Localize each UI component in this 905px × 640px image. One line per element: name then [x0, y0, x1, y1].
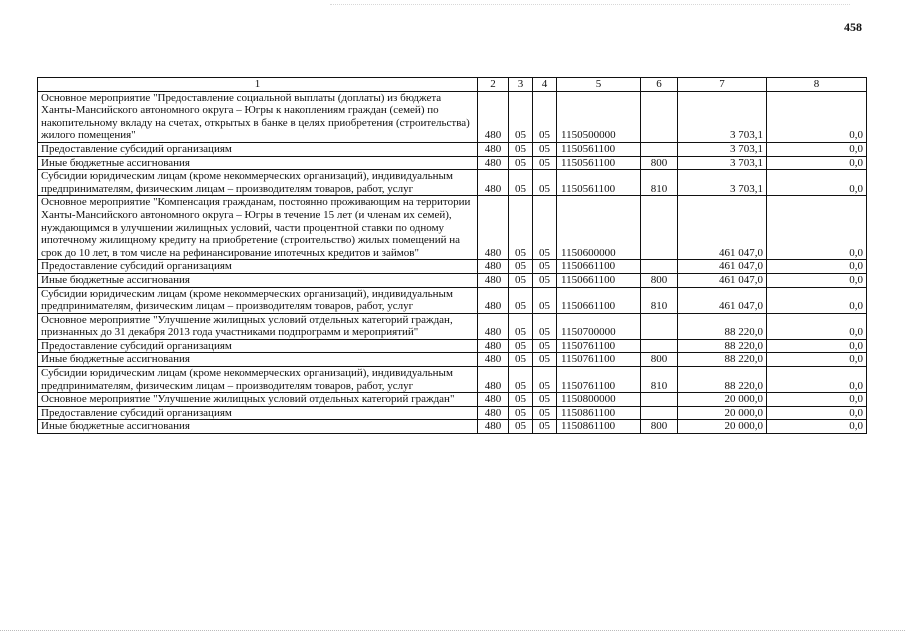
column-number-header: 8 — [767, 78, 867, 92]
cell-target-article: 1150561100 — [557, 156, 641, 170]
column-number-header: 7 — [678, 78, 767, 92]
cell-section: 05 — [509, 393, 533, 407]
table-row — [38, 273, 867, 287]
cell-target-article: 1150861100 — [557, 420, 641, 434]
table-row — [38, 420, 867, 434]
cell-expense-type: 810 — [641, 367, 678, 393]
cell-admin-code: 480 — [478, 156, 509, 170]
cell-section: 05 — [509, 273, 533, 287]
cell-section: 05 — [509, 142, 533, 156]
cell-target-article: 1150761100 — [557, 367, 641, 393]
cell-admin-code: 480 — [478, 287, 509, 313]
cell-description: Иные бюджетные ассигнования — [38, 156, 478, 170]
cell-subsection: 05 — [533, 170, 557, 196]
cell-amount-2: 0,0 — [767, 196, 867, 260]
cell-amount: 88 220,0 — [678, 339, 767, 353]
table-row — [38, 142, 867, 156]
cell-expense-type — [641, 406, 678, 420]
cell-amount-2: 0,0 — [767, 313, 867, 339]
cell-subsection: 05 — [533, 353, 557, 367]
cell-amount: 88 220,0 — [678, 313, 767, 339]
column-number-header: 3 — [509, 78, 533, 92]
cell-subsection: 05 — [533, 393, 557, 407]
table-row — [38, 260, 867, 274]
cell-amount-2: 0,0 — [767, 273, 867, 287]
cell-target-article: 1150761100 — [557, 353, 641, 367]
column-number-header: 5 — [557, 78, 641, 92]
cell-amount-2: 0,0 — [767, 406, 867, 420]
cell-expense-type: 810 — [641, 170, 678, 196]
cell-admin-code: 480 — [478, 339, 509, 353]
cell-section: 05 — [509, 287, 533, 313]
table-row — [38, 406, 867, 420]
cell-expense-type — [641, 91, 678, 142]
cell-description: Иные бюджетные ассигнования — [38, 353, 478, 367]
cell-target-article: 1150700000 — [557, 313, 641, 339]
cell-amount: 3 703,1 — [678, 91, 767, 142]
cell-description: Предоставление субсидий организациям — [38, 406, 478, 420]
cell-section: 05 — [509, 339, 533, 353]
cell-amount-2: 0,0 — [767, 142, 867, 156]
cell-description: Основное мероприятие "Предоставление социальной выплаты (доплаты) из бюджета Ханты-Мансийского автономного округа – Югры к накоплениям граждан (семей) по накопительному вкладу на счетах, открытых в банке в целях приобретения (строительства) жилого помещения" — [38, 91, 478, 142]
cell-subsection: 05 — [533, 273, 557, 287]
cell-admin-code: 480 — [478, 353, 509, 367]
cell-section: 05 — [509, 353, 533, 367]
cell-section: 05 — [509, 406, 533, 420]
cell-amount: 461 047,0 — [678, 273, 767, 287]
cell-description: Основное мероприятие "Компенсация гражданам, постоянно проживающим на территории Ханты-Мансийского автономного округа – Югры в течение 15 лет (и членам их семей), нуждающимся в улучшении жилищных условий, части процентной ставки по одному ипотечному жилищному кредиту на приобретение (строительство) жилых помещений на срок до 10 лет, в том числе на рефинансирование ипотечных кредитов и займов" — [38, 196, 478, 260]
cell-amount: 88 220,0 — [678, 353, 767, 367]
cell-amount: 3 703,1 — [678, 142, 767, 156]
cell-expense-type: 800 — [641, 273, 678, 287]
scan-artifact-top — [330, 4, 850, 5]
cell-description: Предоставление субсидий организациям — [38, 142, 478, 156]
cell-expense-type — [641, 196, 678, 260]
cell-description: Основное мероприятие "Улучшение жилищных условий отдельных категорий граждан, признанных до 31 декабря 2013 года участниками подпрограмм и мероприятий" — [38, 313, 478, 339]
cell-target-article: 1150800000 — [557, 393, 641, 407]
cell-amount-2: 0,0 — [767, 156, 867, 170]
cell-subsection: 05 — [533, 313, 557, 339]
cell-subsection: 05 — [533, 196, 557, 260]
cell-subsection: 05 — [533, 287, 557, 313]
cell-amount: 20 000,0 — [678, 406, 767, 420]
table-row — [38, 313, 867, 339]
cell-subsection: 05 — [533, 339, 557, 353]
cell-subsection: 05 — [533, 91, 557, 142]
cell-target-article: 1150561100 — [557, 142, 641, 156]
cell-description: Субсидии юридическим лицам (кроме некоммерческих организаций), индивидуальным предпринимателям, физическим лицам – производителям товаров, работ, услуг — [38, 170, 478, 196]
column-number-header: 6 — [641, 78, 678, 92]
page-number: 458 — [844, 20, 862, 34]
cell-amount-2: 0,0 — [767, 353, 867, 367]
cell-expense-type: 800 — [641, 156, 678, 170]
cell-section: 05 — [509, 420, 533, 434]
cell-subsection: 05 — [533, 156, 557, 170]
table-row — [38, 91, 867, 142]
budget-table — [37, 77, 867, 434]
table-row — [38, 367, 867, 393]
cell-amount: 461 047,0 — [678, 260, 767, 274]
cell-expense-type — [641, 142, 678, 156]
cell-admin-code: 480 — [478, 142, 509, 156]
table-row — [38, 393, 867, 407]
table-row — [38, 339, 867, 353]
cell-section: 05 — [509, 196, 533, 260]
cell-section: 05 — [509, 260, 533, 274]
table-row — [38, 196, 867, 260]
cell-admin-code: 480 — [478, 260, 509, 274]
cell-description: Иные бюджетные ассигнования — [38, 420, 478, 434]
cell-expense-type — [641, 260, 678, 274]
cell-amount-2: 0,0 — [767, 420, 867, 434]
cell-subsection: 05 — [533, 142, 557, 156]
column-number-header: 1 — [38, 78, 478, 92]
cell-section: 05 — [509, 313, 533, 339]
cell-amount: 3 703,1 — [678, 156, 767, 170]
cell-description: Субсидии юридическим лицам (кроме некоммерческих организаций), индивидуальным предпринимателям, физическим лицам – производителям товаров, работ, услуг — [38, 367, 478, 393]
cell-amount-2: 0,0 — [767, 393, 867, 407]
cell-target-article: 1150661100 — [557, 260, 641, 274]
scan-artifact-bottom — [0, 630, 905, 631]
cell-amount-2: 0,0 — [767, 339, 867, 353]
cell-target-article: 1150761100 — [557, 339, 641, 353]
cell-admin-code: 480 — [478, 406, 509, 420]
cell-admin-code: 480 — [478, 313, 509, 339]
cell-section: 05 — [509, 156, 533, 170]
cell-admin-code: 480 — [478, 367, 509, 393]
cell-amount: 88 220,0 — [678, 367, 767, 393]
column-number-header: 4 — [533, 78, 557, 92]
cell-amount: 461 047,0 — [678, 287, 767, 313]
cell-section: 05 — [509, 91, 533, 142]
table-row — [38, 170, 867, 196]
cell-target-article: 1150600000 — [557, 196, 641, 260]
cell-description: Субсидии юридическим лицам (кроме некоммерческих организаций), индивидуальным предпринимателям, физическим лицам – производителям товаров, работ, услуг — [38, 287, 478, 313]
cell-expense-type — [641, 339, 678, 353]
cell-target-article: 1150561100 — [557, 170, 641, 196]
cell-subsection: 05 — [533, 406, 557, 420]
cell-subsection: 05 — [533, 367, 557, 393]
cell-expense-type: 810 — [641, 287, 678, 313]
cell-amount: 461 047,0 — [678, 196, 767, 260]
cell-expense-type — [641, 313, 678, 339]
table-row — [38, 287, 867, 313]
cell-admin-code: 480 — [478, 273, 509, 287]
cell-target-article: 1150500000 — [557, 91, 641, 142]
cell-description: Иные бюджетные ассигнования — [38, 273, 478, 287]
cell-admin-code: 480 — [478, 170, 509, 196]
cell-expense-type: 800 — [641, 353, 678, 367]
cell-section: 05 — [509, 367, 533, 393]
cell-amount: 20 000,0 — [678, 393, 767, 407]
cell-amount-2: 0,0 — [767, 170, 867, 196]
cell-admin-code: 480 — [478, 393, 509, 407]
cell-description: Предоставление субсидий организациям — [38, 260, 478, 274]
cell-target-article: 1150861100 — [557, 406, 641, 420]
cell-expense-type: 800 — [641, 420, 678, 434]
cell-admin-code: 480 — [478, 91, 509, 142]
cell-subsection: 05 — [533, 260, 557, 274]
cell-admin-code: 480 — [478, 420, 509, 434]
cell-description: Предоставление субсидий организациям — [38, 339, 478, 353]
cell-amount-2: 0,0 — [767, 367, 867, 393]
table-row — [38, 156, 867, 170]
cell-amount: 20 000,0 — [678, 420, 767, 434]
table-row — [38, 353, 867, 367]
cell-admin-code: 480 — [478, 196, 509, 260]
cell-amount: 3 703,1 — [678, 170, 767, 196]
cell-section: 05 — [509, 170, 533, 196]
cell-description: Основное мероприятие "Улучшение жилищных условий отдельных категорий граждан" — [38, 393, 478, 407]
cell-subsection: 05 — [533, 420, 557, 434]
cell-target-article: 1150661100 — [557, 287, 641, 313]
cell-amount-2: 0,0 — [767, 260, 867, 274]
cell-amount-2: 0,0 — [767, 287, 867, 313]
cell-amount-2: 0,0 — [767, 91, 867, 142]
table-header-row — [38, 78, 867, 92]
cell-target-article: 1150661100 — [557, 273, 641, 287]
cell-expense-type — [641, 393, 678, 407]
column-number-header: 2 — [478, 78, 509, 92]
